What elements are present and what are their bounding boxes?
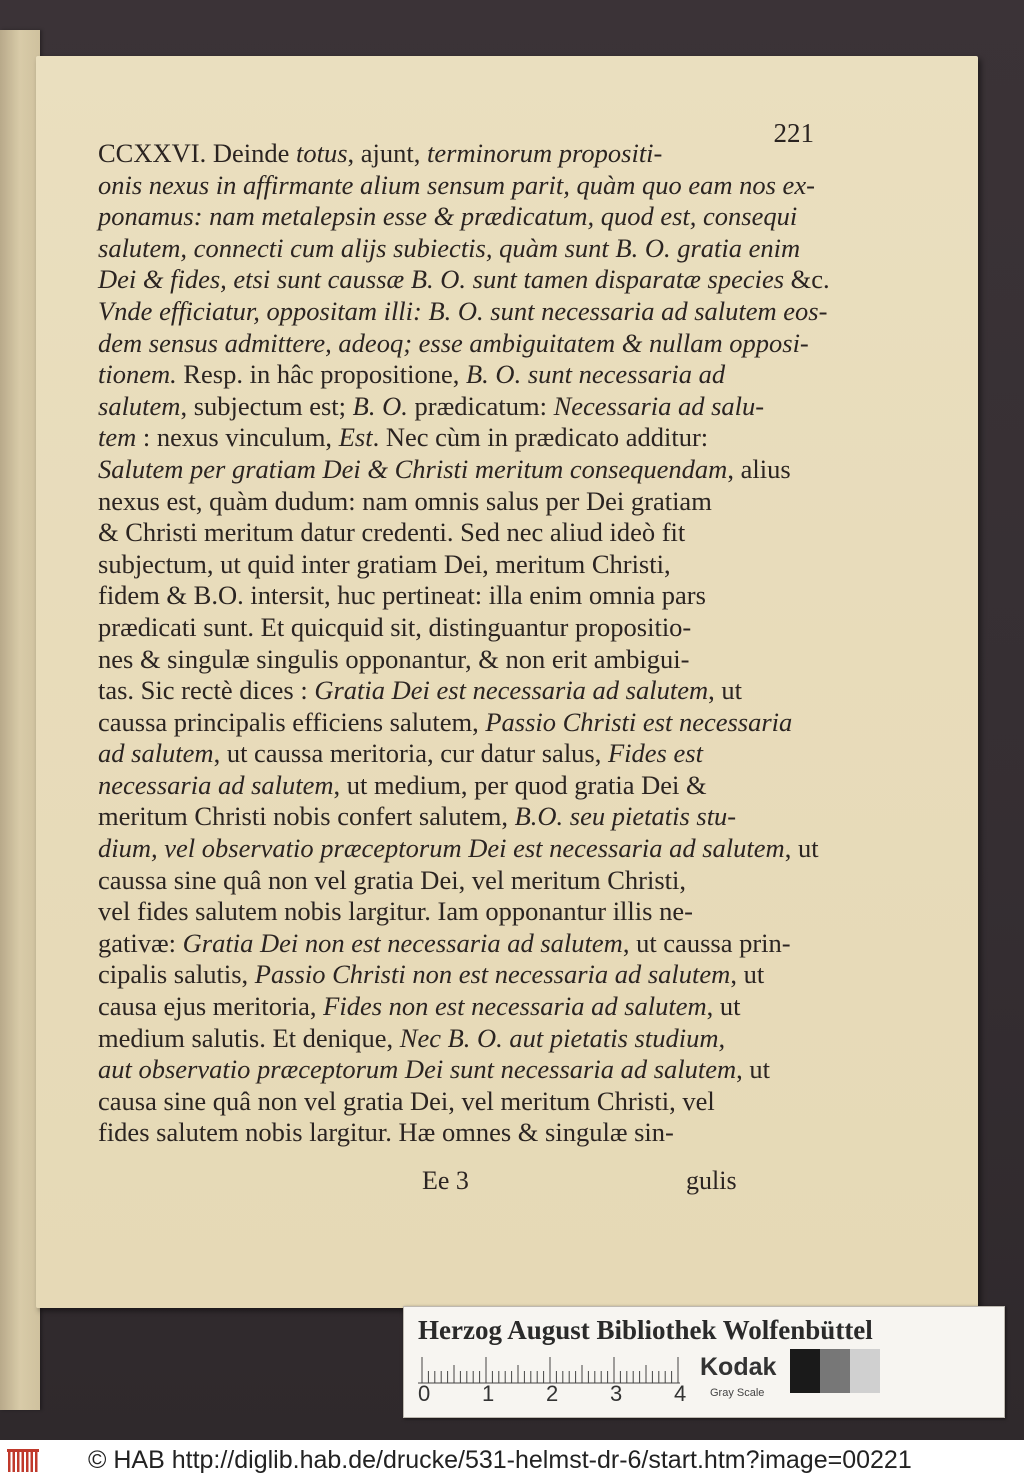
text-line xyxy=(98,801,816,833)
text-line xyxy=(98,707,816,739)
roman-run: , ut caussa meritoria, cur datur salus, xyxy=(213,738,608,769)
italic-run: B. O. xyxy=(352,390,408,421)
previous-page-edge xyxy=(0,30,40,1410)
book-page xyxy=(36,56,978,1308)
roman-run: & Christi meritum datur credenti. Sed nec aliud ideò fit xyxy=(98,517,686,548)
roman-run: , ut xyxy=(708,675,742,706)
text-line xyxy=(98,1023,816,1055)
roman-run: fidem & B.O. intersit, huc pertineat: illa enim omnia pars xyxy=(98,580,706,611)
roman-run: , ut caussa prin- xyxy=(622,927,791,958)
italic-run: totus xyxy=(296,138,348,168)
page-number: 221 xyxy=(773,118,814,148)
ruler-number: 1 xyxy=(482,1381,495,1406)
text-line xyxy=(98,328,816,360)
library-label xyxy=(403,1306,1005,1418)
italic-run: Necessaria ad salu- xyxy=(553,390,765,421)
text-line xyxy=(98,833,819,865)
roman-run: medium salutis. Et denique, xyxy=(98,1022,400,1053)
italic-run: salutem, connecti cum alijs subiectis, quàm sunt B. O. gratia enim xyxy=(98,232,801,263)
text-line xyxy=(98,295,828,328)
footer-bar xyxy=(0,1440,1024,1483)
roman-run: caussa sine quâ non vel gratia Dei, vel meritum Christi, xyxy=(98,864,687,895)
text-line xyxy=(98,138,816,170)
italic-run: Gratia Dei non est necessaria ad salutem xyxy=(182,927,623,958)
italic-run: ad salutem xyxy=(98,738,214,769)
roman-run: , subjectum est; xyxy=(180,390,353,421)
italic-run: salutem xyxy=(98,390,181,421)
gray-patch xyxy=(850,1349,880,1393)
text-line xyxy=(98,170,816,202)
roman-run: nexus est, quàm dudum: nam omnis salus per Dei gratiam xyxy=(98,485,712,516)
kodak-logo: Kodak xyxy=(700,1353,777,1381)
roman-run: , alius xyxy=(727,453,791,484)
italic-run: Gratia Dei est necessaria ad salutem xyxy=(314,675,709,706)
italic-run: tem xyxy=(98,422,137,453)
italic-run: aut observatio præceptorum Dei sunt necessaria ad salutem xyxy=(98,1054,737,1085)
italic-run: Passio Christi est necessaria xyxy=(485,706,793,737)
ruler-number: 3 xyxy=(610,1381,623,1406)
roman-run: CCXXVI. Deinde xyxy=(98,138,296,168)
roman-run: Resp. in hâc propositione, xyxy=(176,359,466,390)
italic-run: terminorum propositi- xyxy=(427,138,663,168)
library-name: Herzog August Bibliothek Wolfenbüttel xyxy=(418,1315,873,1345)
text-line xyxy=(98,517,816,549)
roman-run: prædicati sunt. Et quicquid sit, distinguantur propositio- xyxy=(98,611,692,642)
roman-run: , ut medium, per quod gratia Dei & xyxy=(333,769,707,800)
italic-run: dium, vel observatio præceptorum Dei est necessaria ad salutem xyxy=(98,833,785,864)
text-line xyxy=(98,865,816,897)
text-line xyxy=(98,201,816,233)
text-line xyxy=(98,928,816,960)
gray-patch xyxy=(790,1349,820,1393)
text-line xyxy=(98,612,816,644)
roman-run: subjectum, ut quid inter gratiam Dei, meritum Christi, xyxy=(98,548,671,579)
text-line xyxy=(98,1117,816,1149)
text-line xyxy=(98,580,816,612)
roman-run: , ut xyxy=(736,1054,771,1085)
text-line xyxy=(98,422,816,454)
italic-run: dem sensus admittere, adeoq; esse ambiguitatem & nullam opposi- xyxy=(98,327,809,358)
italic-run: onis nexus in affirmante alium sensum parit, quàm quo eam nos ex- xyxy=(98,169,815,200)
roman-run: , ut xyxy=(784,833,819,864)
text-line xyxy=(98,770,816,802)
italic-run: ponamus: nam metalepsin esse & prædicatum, quod est, consequi xyxy=(98,201,798,232)
text-line xyxy=(98,391,816,423)
text-line xyxy=(98,359,816,391)
ruler-number: 2 xyxy=(546,1381,559,1406)
hab-logo-icon xyxy=(6,1448,40,1474)
roman-run: prædicatum: xyxy=(407,390,554,421)
italic-run: tionem. xyxy=(98,359,177,390)
text-line xyxy=(98,454,816,486)
italic-run: B.O. seu pietatis stu- xyxy=(514,801,737,832)
signature-mark: Ee 3 xyxy=(422,1166,469,1195)
italic-run: Nec B. O. aut pietatis studium, xyxy=(399,1022,726,1053)
roman-run: cipalis salutis, xyxy=(98,959,255,990)
roman-run: vel fides salutem nobis largitur. Iam opponantur illis ne- xyxy=(98,896,693,927)
text-line xyxy=(98,959,816,991)
italic-run: Vnde efficiatur, oppositam illi: B. O. sunt necessaria ad salutem eos- xyxy=(98,295,828,326)
italic-run: Est xyxy=(338,422,373,453)
ruler-number: 4 xyxy=(674,1381,687,1406)
text-line xyxy=(98,644,816,676)
footer-credit: © HAB http://diglib.hab.de/drucke/531-helmst-dr-6/start.htm?image=00221 xyxy=(88,1446,912,1474)
italic-run: B. O. sunt necessaria ad xyxy=(466,359,726,390)
gray-scale-caption: Gray Scale xyxy=(710,1387,765,1399)
ruler-number: 0 xyxy=(418,1381,431,1406)
body-text xyxy=(98,138,830,1149)
text-line xyxy=(98,896,816,928)
text-line xyxy=(98,1054,816,1086)
roman-run: . Nec cùm in prædicato additur: xyxy=(372,422,709,453)
roman-run: gativæ: xyxy=(98,927,183,958)
text-line xyxy=(98,549,816,581)
italic-run: Salutem per gratiam Dei & Christi meritum consequendam xyxy=(98,453,728,484)
roman-run: fides salutem nobis largitur. Hæ omnes & singulæ sin- xyxy=(98,1117,674,1148)
roman-run: , ut xyxy=(706,991,741,1022)
italic-run: Dei & fides, etsi sunt caussæ B. O. sunt tamen disparatæ species xyxy=(98,264,785,295)
ruler-numbers xyxy=(418,1381,708,1411)
roman-run: , ut xyxy=(730,959,765,990)
gray-patch xyxy=(820,1349,850,1393)
text-line xyxy=(98,991,816,1023)
roman-run: tas. Sic rectè dices : xyxy=(98,675,315,706)
roman-run: causa ejus meritoria, xyxy=(98,991,324,1022)
text-line xyxy=(98,486,816,518)
roman-run: caussa principalis efficiens salutem, xyxy=(98,706,486,737)
italic-run: Fides est xyxy=(608,738,703,769)
roman-run: &c. xyxy=(784,264,830,295)
roman-run: causa sine quâ non vel gratia Dei, vel meritum Christi, vel xyxy=(98,1085,715,1116)
text-line xyxy=(98,233,816,265)
italic-run: Passio Christi non est necessaria ad salutem xyxy=(254,959,731,990)
roman-run: , ajunt, xyxy=(347,138,428,168)
text-line xyxy=(98,675,816,707)
text-line xyxy=(98,738,816,770)
roman-run: nes & singulæ singulis opponantur, & non erit ambigui- xyxy=(98,643,690,674)
italic-run: necessaria ad salutem xyxy=(98,769,334,800)
gray-scale-patches xyxy=(790,1349,980,1393)
roman-run: meritum Christi nobis confert salutem, xyxy=(98,801,515,832)
text-line xyxy=(98,1086,816,1118)
roman-run: : nexus vinculum, xyxy=(136,422,339,453)
catchword: gulis xyxy=(686,1166,737,1195)
text-line xyxy=(98,264,830,296)
italic-run: Fides non est necessaria ad salutem xyxy=(323,991,707,1022)
